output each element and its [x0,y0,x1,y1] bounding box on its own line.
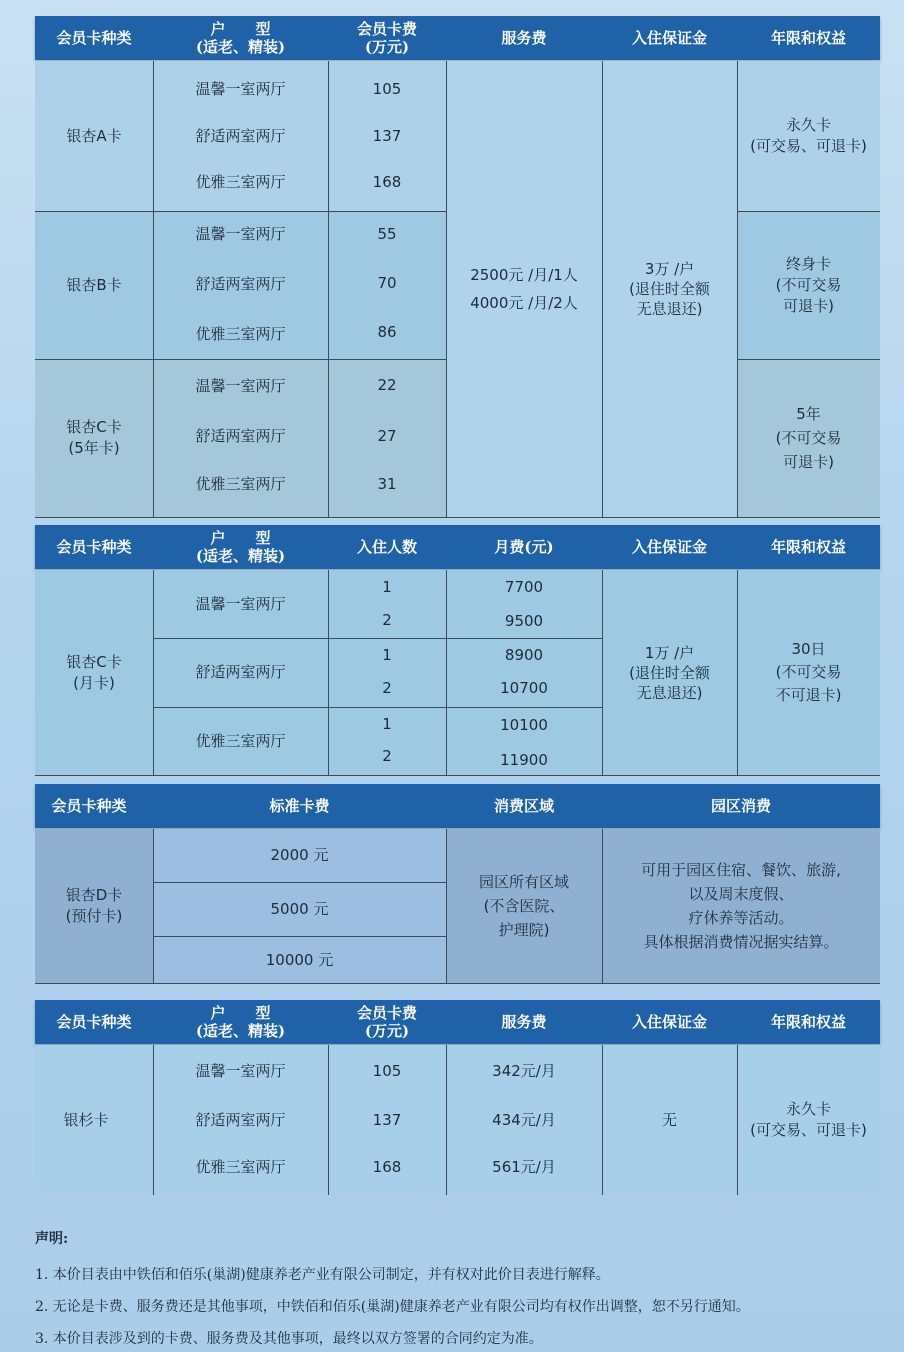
card-fee: 168 [372,1157,402,1176]
header-sublabel: (适老、精装) [195,1022,286,1040]
deposit-line: (退住时全额 [629,663,710,682]
header-label: 标准卡费 [269,797,330,815]
header-label: 户 型 [210,529,271,547]
header-label: 园区消费 [710,797,771,815]
header-area [446,784,602,828]
card-name: 银杏C卡 [66,652,122,671]
unit-type: 舒适两室两厅 [195,126,286,145]
header-sublabel: (适老、精装) [195,38,286,56]
rights-line: 可退卡) [783,296,834,315]
disclaimer-item: 2. 无论是卡费、服务费还是其他事项，中铁佰和佰乐(巢湖)健康养老产业有限公司均有权作出调整，恕不另行通知。 [35,1299,750,1315]
header-label: 消费区域 [493,797,554,815]
card-fee: 55 [377,224,397,243]
unit-type: 温馨一室两厅 [195,376,286,395]
table-header [35,525,880,569]
rights-line: 终身卡 [785,254,831,273]
card-fee: 86 [377,322,397,341]
header-label: 年限和权益 [770,1013,846,1031]
card-fee: 31 [377,474,397,493]
disclaimer-title: 声明: [35,1231,69,1247]
deposit-cell: 无 [661,1110,677,1129]
rights-line: 不可退卡) [775,686,842,704]
rights-line: (不可交易 [775,429,842,447]
price-table-3 [35,784,880,984]
consumption-line: 可用于园区住宿、餐饮、旅游, [641,861,841,879]
header-sublabel: (万元) [364,38,410,56]
header-label: 入住人数 [356,538,417,556]
header-rights [737,525,880,569]
deposit-line: (退住时全额 [629,280,710,298]
disclaimer-item: 3. 本价目表涉及到的卡费、服务费及其他事项，最终以双方签署的合同约定为准。 [35,1331,543,1347]
header-label: 会员卡费 [356,20,417,38]
consumption-line: 疗休养等活动。 [688,909,794,927]
header-card-type [35,16,153,60]
area-line: 园区所有区域 [478,873,569,891]
header-label: 年限和权益 [770,29,846,47]
monthly-fee: 8900 [504,645,544,664]
unit-type: 舒适两室两厅 [195,426,286,445]
card-fee: 105 [372,1061,402,1080]
monthly-fee: 9500 [504,611,544,630]
standard-fee: 10000 元 [265,950,334,969]
unit-type: 优雅三室两厅 [195,172,286,191]
header-label: 户 型 [210,20,271,38]
area-line: 护理院) [498,921,550,939]
occupant-count: 2 [382,678,392,697]
header-card-type [35,1000,153,1044]
header-card-type [35,525,153,569]
monthly-fee: 7700 [504,577,544,596]
table-header [35,1000,880,1044]
header-label: 服务费 [501,1013,547,1031]
monthly-fee: 11900 [500,750,548,769]
rights-line: 30日 [791,640,826,658]
header-card-fee [328,1000,446,1044]
deposit-line: 无息退还) [636,683,703,702]
header-label: 年限和权益 [770,538,846,556]
rights-cell [737,359,880,517]
header-unit-type [153,1000,328,1044]
disclaimer-item: 1. 本价目表由中铁佰和佰乐(巢湖)健康养老产业有限公司制定，并有权对此价目表进行解释。 [35,1267,610,1283]
rights-line: 可退卡) [783,453,834,471]
header-unit-type [153,525,328,569]
header-label: 会员卡种类 [56,29,132,47]
rights-cell [737,1045,880,1195]
header-rights [737,1000,880,1044]
deposit-cell [602,570,737,775]
header-label: 会员卡种类 [51,797,127,815]
header-service-fee [446,1000,602,1044]
header-label: 会员卡种类 [56,1013,132,1031]
service-fee-cell [446,61,602,517]
rights-line: (可交易、可退卡) [750,1121,867,1139]
consumption-line: 具体根据消费情况据实结算。 [643,933,839,951]
card-name: 银杏A卡 [66,126,122,145]
unit-type: 优雅三室两厅 [195,731,286,750]
header-label: 入住保证金 [631,1013,707,1031]
unit-type: 温馨一室两厅 [195,224,286,243]
header-sublabel: (万元) [364,1022,410,1040]
card-name: 银杉卡 [63,1110,109,1129]
header-sublabel: (适老、精装) [195,547,286,565]
unit-type: 优雅三室两厅 [195,474,286,493]
monthly-fee: 10700 [500,678,548,697]
price-table-4 [35,1000,880,1196]
card-name: 银杏D卡 [65,886,123,904]
header-label: 月费(元) [494,538,554,556]
occupant-count: 2 [382,610,392,629]
header-label: 入住保证金 [631,29,707,47]
rights-line: (不可交易 [775,275,842,294]
unit-type: 舒适两室两厅 [195,663,286,681]
unit-type: 温馨一室两厅 [195,594,286,613]
card-name-cell [35,570,153,775]
card-name-cell [35,359,153,517]
rights-line: (可交易、可退卡) [750,137,867,155]
rights-line: 永久卡 [785,1100,831,1118]
header-label: 入住保证金 [631,538,707,556]
card-fee: 168 [372,172,402,191]
area-cell [446,829,602,983]
unit-type: 舒适两室两厅 [195,274,286,293]
card-fee: 137 [372,126,402,145]
header-consumption [602,784,880,828]
card-fee: 22 [377,375,397,394]
header-card-fee [328,16,446,60]
header-occupants [328,525,446,569]
rights-line: (不可交易 [775,663,842,681]
unit-type: 舒适两室两厅 [195,1110,286,1129]
header-monthly-fee [446,525,602,569]
header-unit-type [153,16,328,60]
card-name-cell [35,829,153,983]
header-deposit [602,1000,737,1044]
occupant-count: 1 [382,714,392,733]
unit-type: 温馨一室两厅 [195,79,286,98]
unit-type: 优雅三室两厅 [195,324,286,343]
header-card-type [35,784,143,828]
consumption-line: 以及周末度假、 [688,885,794,903]
card-name: 银杏B卡 [66,275,122,294]
card-fee: 70 [377,273,397,292]
deposit-line: 无息退还) [636,300,703,318]
unit-type: 优雅三室两厅 [195,1157,286,1176]
header-label: 户 型 [210,1004,271,1022]
occupant-count: 1 [382,577,392,596]
service-fee: 434元/月 [492,1110,556,1129]
table-header [35,784,880,828]
card-fee: 105 [372,79,402,98]
table-header [35,16,880,60]
header-deposit [602,16,737,60]
unit-type: 温馨一室两厅 [195,1061,286,1080]
header-standard-fee [153,784,446,828]
service-fee: 342元/月 [492,1061,556,1080]
card-fee: 27 [377,426,397,445]
rights-line: 永久卡 [785,116,831,134]
consumption-cell [602,829,880,983]
price-table-1 [35,16,880,518]
service-fee: 561元/月 [492,1157,556,1176]
price-table-2 [35,525,880,777]
service-fee-line: 4000元 /月/2人 [470,294,578,312]
deposit-cell [602,61,737,517]
header-deposit [602,525,737,569]
rights-cell [737,570,880,775]
occupant-count: 2 [382,746,392,765]
standard-fee: 2000 元 [270,846,329,864]
card-subtitle: (月卡) [73,673,115,692]
service-fee-line: 2500元 /月/1人 [470,266,578,284]
rights-line: 5年 [796,405,821,423]
header-rights [737,16,880,60]
card-subtitle: (5年卡) [68,439,120,457]
header-label: 服务费 [501,29,547,47]
header-label: 会员卡种类 [56,538,132,556]
card-name: 银杏C卡 [66,418,122,436]
card-fee: 137 [372,1110,402,1129]
rights-cell [737,61,880,211]
standard-fee: 5000 元 [270,900,329,918]
occupant-count: 1 [382,645,392,664]
header-label: 会员卡费 [356,1004,417,1022]
deposit-line: 3万 /户 [644,260,695,278]
rights-cell [737,211,880,359]
monthly-fee: 10100 [500,715,548,734]
deposit-line: 1万 /户 [644,643,695,662]
header-service-fee [446,16,602,60]
area-line: (不含医院、 [483,897,565,915]
card-subtitle: (预付卡) [65,907,123,925]
